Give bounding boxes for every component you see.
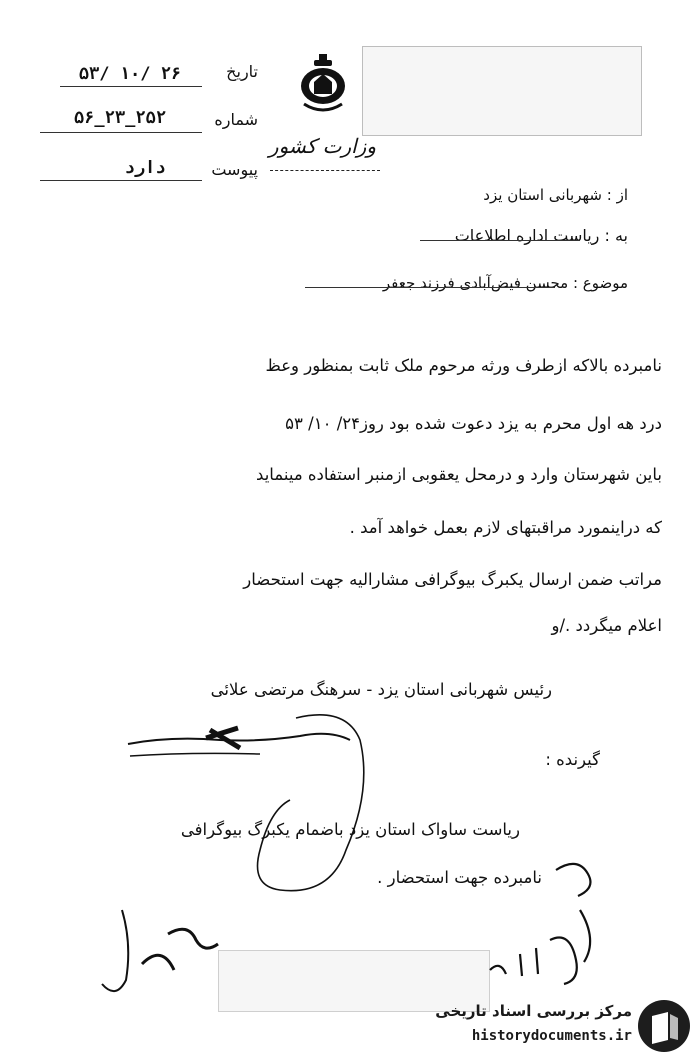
attachment-label: پیوست — [211, 160, 258, 179]
recipients-line-1: ریاست ساواک استان یزد باضمام یکبرگ بیوگرافی — [180, 820, 520, 839]
number-label: شماره — [214, 110, 258, 129]
date-underline — [60, 86, 202, 87]
attachment-underline — [40, 180, 202, 181]
handwritten-initials-right-icon — [480, 900, 610, 990]
imperial-emblem-icon — [292, 52, 354, 120]
recipients-line-2: نامبرده جهت استحضار . — [377, 868, 542, 887]
signatory-title: رئیس شهربانی استان یزد - سرهنگ مرتضی علائی — [210, 680, 552, 699]
number-underline — [40, 132, 202, 133]
watermark-block — [400, 996, 690, 1058]
attachment-value: دارد — [124, 158, 166, 178]
to-strike — [420, 240, 580, 241]
recipient-mark-icon — [548, 860, 608, 900]
watermark-title: مرکز بررسی اسناد تاریخی — [435, 1002, 632, 1020]
watermark-url: historydocuments.ir — [471, 1028, 632, 1044]
body-line-5: مراتب ضمن ارسال یکبرگ بیوگرافی مشارالیه جهت استحضار — [243, 570, 662, 589]
subject-strike — [305, 287, 555, 288]
from-line: از : شهربانی استان یزد — [483, 186, 628, 204]
ministry-underline — [270, 170, 380, 171]
archive-logo-icon — [638, 1000, 690, 1052]
number-value: ۵۶_۲۳_۲۵۲ — [73, 108, 167, 128]
subject-line: موضوع : محسن فیض‌آبادی فرزند جعفر — [382, 274, 628, 292]
body-line-1: نامبرده بالاکه ازطرف ورثه مرحوم ملک ثابت بمنظور وعظ — [265, 356, 662, 375]
body-line-2: درد هه اول محرم به یزد دعوت شده بود روز۲۴/ ۱۰/ ۵۳ — [285, 414, 662, 433]
date-value: ۵۳/ ۱۰/ ۲۶ — [78, 64, 182, 84]
ministry-name: وزارت کشور — [268, 134, 376, 158]
date-label: تاریخ — [226, 62, 258, 81]
handwritten-initials-left-icon — [92, 904, 232, 1004]
body-line-6: اعلام میگردد ./و — [551, 616, 662, 635]
stamp-box-top — [362, 46, 642, 136]
body-line-4: که دراینمورد مراقبتهای لازم بعمل خواهد آمد . — [349, 518, 662, 537]
body-line-3: باین شهرستان وارد و درمحل یعقوبی ازمنبر استفاده مینماید — [256, 465, 662, 484]
to-line: به : ریاست اداره اطلاعات — [454, 226, 628, 245]
recipients-label: گیرنده : — [545, 750, 600, 769]
